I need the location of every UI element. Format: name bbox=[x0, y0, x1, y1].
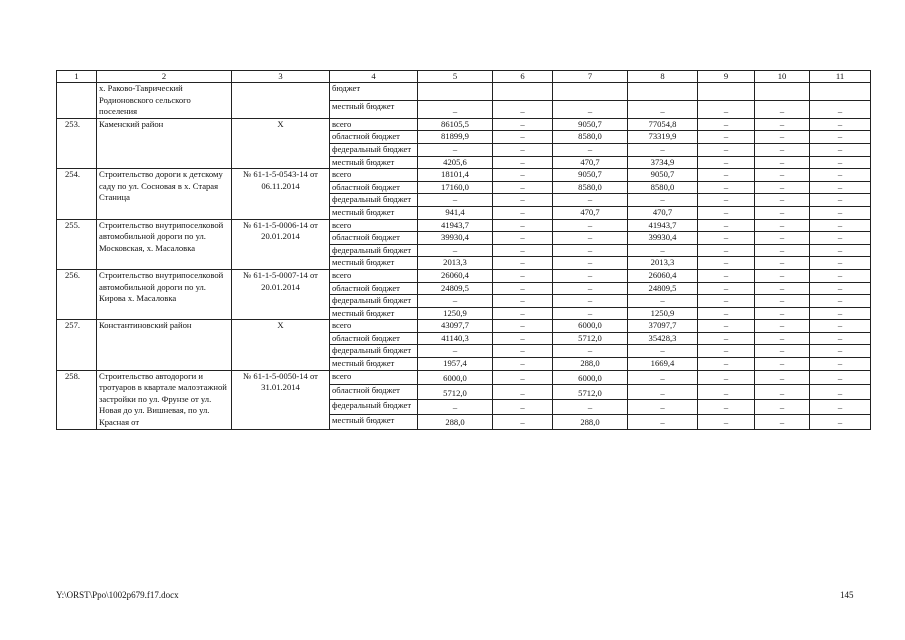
value-cell: – bbox=[810, 143, 871, 156]
value-cell: 288,0 bbox=[553, 414, 628, 429]
column-number-cell: 6 bbox=[493, 71, 553, 83]
value-cell: 941,4 bbox=[418, 206, 493, 219]
value-cell: 73319,9 bbox=[628, 131, 698, 144]
item-number-cell: 257. bbox=[57, 320, 97, 370]
value-cell: 81899,9 bbox=[418, 131, 493, 144]
funding-source-cell: областной бюджет bbox=[330, 181, 418, 194]
value-cell: – bbox=[628, 345, 698, 358]
value-cell: – bbox=[810, 169, 871, 182]
value-cell: – bbox=[418, 244, 493, 257]
value-cell: – bbox=[553, 143, 628, 156]
value-cell: – bbox=[553, 100, 628, 118]
value-cell: 9050,7 bbox=[553, 118, 628, 131]
value-cell: – bbox=[698, 118, 755, 131]
value-cell: – bbox=[698, 244, 755, 257]
value-cell: – bbox=[810, 257, 871, 270]
value-cell: – bbox=[755, 414, 810, 429]
funding-source-cell: федеральный бюджет bbox=[330, 143, 418, 156]
value-cell: – bbox=[755, 219, 810, 232]
value-cell bbox=[755, 83, 810, 101]
value-cell: – bbox=[810, 320, 871, 333]
value-cell: – bbox=[755, 156, 810, 169]
value-cell: – bbox=[698, 400, 755, 415]
value-cell: – bbox=[418, 100, 493, 118]
item-number-cell: 255. bbox=[57, 219, 97, 269]
value-cell: – bbox=[628, 385, 698, 400]
value-cell: – bbox=[810, 332, 871, 345]
value-cell: – bbox=[553, 269, 628, 282]
document-cell: № 61-1-5-0050-14 от 31.01.2014 bbox=[232, 370, 330, 429]
value-cell: – bbox=[755, 282, 810, 295]
value-cell: 77054,8 bbox=[628, 118, 698, 131]
value-cell: – bbox=[810, 118, 871, 131]
table-row bbox=[57, 83, 871, 101]
value-cell: 24809,5 bbox=[418, 282, 493, 295]
value-cell: – bbox=[755, 232, 810, 245]
column-number-cell: 7 bbox=[553, 71, 628, 83]
document-cell: № 61-1-5-0543-14 от 06.11.2014 bbox=[232, 169, 330, 219]
document-cell: X bbox=[232, 320, 330, 370]
value-cell: – bbox=[755, 400, 810, 415]
value-cell: 6000,0 bbox=[418, 370, 493, 385]
value-cell: – bbox=[755, 169, 810, 182]
funding-source-cell: областной бюджет bbox=[330, 385, 418, 400]
value-cell: 86105,5 bbox=[418, 118, 493, 131]
value-cell bbox=[810, 83, 871, 101]
value-cell: – bbox=[493, 414, 553, 429]
value-cell: 1250,9 bbox=[418, 307, 493, 320]
value-cell: 41140,3 bbox=[418, 332, 493, 345]
value-cell: 8580,0 bbox=[553, 181, 628, 194]
column-number-cell: 4 bbox=[330, 71, 418, 83]
funding-source-cell: местный бюджет bbox=[330, 257, 418, 270]
value-cell: – bbox=[418, 400, 493, 415]
value-cell: – bbox=[755, 257, 810, 270]
value-cell: – bbox=[553, 282, 628, 295]
value-cell: – bbox=[628, 295, 698, 308]
value-cell: – bbox=[553, 232, 628, 245]
value-cell: – bbox=[553, 244, 628, 257]
value-cell: 1957,4 bbox=[418, 358, 493, 371]
value-cell: – bbox=[810, 358, 871, 371]
value-cell: 39930,4 bbox=[628, 232, 698, 245]
value-cell: – bbox=[493, 295, 553, 308]
column-number-cell: 9 bbox=[698, 71, 755, 83]
value-cell: 39930,4 bbox=[418, 232, 493, 245]
value-cell: 1669,4 bbox=[628, 358, 698, 371]
value-cell: – bbox=[493, 345, 553, 358]
item-number-cell: 258. bbox=[57, 370, 97, 429]
column-number-cell: 2 bbox=[97, 71, 232, 83]
value-cell: – bbox=[493, 400, 553, 415]
value-cell: – bbox=[553, 257, 628, 270]
value-cell bbox=[698, 83, 755, 101]
value-cell bbox=[493, 83, 553, 101]
value-cell: 5712,0 bbox=[418, 385, 493, 400]
funding-source-cell: местный бюджет bbox=[330, 358, 418, 371]
item-number-cell: 254. bbox=[57, 169, 97, 219]
value-cell: – bbox=[698, 332, 755, 345]
value-cell: 8580,0 bbox=[553, 131, 628, 144]
page-number: 145 bbox=[840, 590, 854, 600]
value-cell: 2013,3 bbox=[418, 257, 493, 270]
value-cell: – bbox=[755, 131, 810, 144]
funding-source-cell: местный бюджет bbox=[330, 156, 418, 169]
value-cell: – bbox=[810, 414, 871, 429]
value-cell: – bbox=[628, 244, 698, 257]
value-cell: – bbox=[698, 307, 755, 320]
value-cell: – bbox=[493, 131, 553, 144]
document-cell: № 61-1-5-0007-14 от 20.01.2014 bbox=[232, 269, 330, 319]
value-cell: – bbox=[628, 194, 698, 207]
item-name-cell: х. Раково-Таврический Родионовского сельского поселения bbox=[97, 83, 232, 119]
value-cell: 5712,0 bbox=[553, 385, 628, 400]
value-cell: – bbox=[810, 345, 871, 358]
value-cell: 6000,0 bbox=[553, 320, 628, 333]
value-cell: – bbox=[810, 282, 871, 295]
value-cell: – bbox=[698, 295, 755, 308]
value-cell: 37097,7 bbox=[628, 320, 698, 333]
value-cell: – bbox=[698, 385, 755, 400]
value-cell: 8580,0 bbox=[628, 181, 698, 194]
value-cell: – bbox=[698, 320, 755, 333]
value-cell: 288,0 bbox=[553, 358, 628, 371]
value-cell: – bbox=[418, 194, 493, 207]
value-cell: – bbox=[493, 320, 553, 333]
value-cell: – bbox=[493, 307, 553, 320]
value-cell: 26060,4 bbox=[628, 269, 698, 282]
value-cell: – bbox=[810, 131, 871, 144]
value-cell: 3734,9 bbox=[628, 156, 698, 169]
value-cell: – bbox=[755, 320, 810, 333]
value-cell: – bbox=[493, 206, 553, 219]
table-row bbox=[57, 269, 871, 282]
funding-source-cell: федеральный бюджет bbox=[330, 400, 418, 415]
value-cell: – bbox=[698, 156, 755, 169]
value-cell: 470,7 bbox=[628, 206, 698, 219]
value-cell: – bbox=[698, 131, 755, 144]
funding-source-cell: всего bbox=[330, 118, 418, 131]
value-cell: 24809,5 bbox=[628, 282, 698, 295]
value-cell: 35428,3 bbox=[628, 332, 698, 345]
item-number-cell bbox=[57, 83, 97, 119]
value-cell: – bbox=[628, 143, 698, 156]
value-cell: 470,7 bbox=[553, 156, 628, 169]
value-cell: – bbox=[493, 169, 553, 182]
funding-source-cell: местный бюджет bbox=[330, 414, 418, 429]
value-cell: – bbox=[810, 181, 871, 194]
table-row bbox=[57, 118, 871, 131]
item-name-cell: Каменский район bbox=[97, 118, 232, 168]
value-cell: – bbox=[755, 100, 810, 118]
value-cell: – bbox=[493, 194, 553, 207]
value-cell: – bbox=[755, 194, 810, 207]
value-cell: – bbox=[628, 370, 698, 385]
value-cell: 43097,7 bbox=[418, 320, 493, 333]
table-row bbox=[57, 370, 871, 385]
column-number-cell: 3 bbox=[232, 71, 330, 83]
table-row bbox=[57, 169, 871, 182]
value-cell: – bbox=[810, 194, 871, 207]
value-cell: – bbox=[553, 219, 628, 232]
value-cell: – bbox=[810, 370, 871, 385]
value-cell: – bbox=[755, 244, 810, 257]
item-name-cell: Строительство автодороги и тротуаров в квартале малоэтажной застройки по ул. Фрунзе от ул. Новая до ул. Вишневая, по ул. Красная от bbox=[97, 370, 232, 429]
value-cell: 5712,0 bbox=[553, 332, 628, 345]
funding-source-cell: всего bbox=[330, 370, 418, 385]
value-cell: – bbox=[493, 282, 553, 295]
value-cell: – bbox=[628, 400, 698, 415]
funding-source-cell: местный бюджет bbox=[330, 307, 418, 320]
funding-source-cell: областной бюджет bbox=[330, 332, 418, 345]
item-name-cell: Строительство дороги к детскому саду по ул. Сосновая в х. Старая Станица bbox=[97, 169, 232, 219]
value-cell: – bbox=[698, 169, 755, 182]
item-name-cell: Строительство внутрипоселковой автомобильной дороги по ул. Московская, х. Масаловка bbox=[97, 219, 232, 269]
value-cell bbox=[418, 83, 493, 101]
value-cell: – bbox=[493, 257, 553, 270]
budget-table bbox=[56, 70, 871, 430]
funding-source-cell: всего bbox=[330, 320, 418, 333]
funding-source-cell: областной бюджет bbox=[330, 232, 418, 245]
value-cell: – bbox=[755, 181, 810, 194]
value-cell: – bbox=[810, 244, 871, 257]
value-cell: – bbox=[698, 100, 755, 118]
value-cell: – bbox=[810, 206, 871, 219]
value-cell: – bbox=[810, 100, 871, 118]
value-cell: – bbox=[755, 332, 810, 345]
funding-source-cell: федеральный бюджет bbox=[330, 295, 418, 308]
funding-source-cell: федеральный бюджет bbox=[330, 194, 418, 207]
funding-source-cell: федеральный бюджет bbox=[330, 345, 418, 358]
value-cell: – bbox=[698, 345, 755, 358]
value-cell: – bbox=[493, 370, 553, 385]
value-cell: – bbox=[698, 257, 755, 270]
value-cell: – bbox=[418, 143, 493, 156]
funding-source-cell: областной бюджет bbox=[330, 282, 418, 295]
value-cell: – bbox=[493, 244, 553, 257]
value-cell: – bbox=[810, 307, 871, 320]
value-cell: – bbox=[755, 269, 810, 282]
value-cell: – bbox=[493, 181, 553, 194]
value-cell: – bbox=[493, 385, 553, 400]
value-cell: – bbox=[755, 307, 810, 320]
value-cell: 26060,4 bbox=[418, 269, 493, 282]
value-cell: 2013,3 bbox=[628, 257, 698, 270]
value-cell: – bbox=[810, 400, 871, 415]
value-cell: – bbox=[755, 118, 810, 131]
value-cell: – bbox=[810, 295, 871, 308]
item-name-cell: Константиновский район bbox=[97, 320, 232, 370]
funding-source-cell: местный бюджет bbox=[330, 206, 418, 219]
value-cell: 4205,6 bbox=[418, 156, 493, 169]
value-cell: – bbox=[553, 307, 628, 320]
value-cell: – bbox=[698, 143, 755, 156]
value-cell: – bbox=[553, 345, 628, 358]
column-number-cell: 10 bbox=[755, 71, 810, 83]
value-cell: – bbox=[755, 358, 810, 371]
value-cell bbox=[628, 83, 698, 101]
value-cell: – bbox=[698, 206, 755, 219]
value-cell: – bbox=[755, 295, 810, 308]
column-number-cell: 5 bbox=[418, 71, 493, 83]
value-cell: 9050,7 bbox=[553, 169, 628, 182]
value-cell: – bbox=[493, 156, 553, 169]
value-cell: – bbox=[493, 143, 553, 156]
value-cell: – bbox=[810, 156, 871, 169]
value-cell: – bbox=[698, 414, 755, 429]
value-cell: 9050,7 bbox=[628, 169, 698, 182]
value-cell: – bbox=[553, 400, 628, 415]
value-cell: – bbox=[810, 219, 871, 232]
value-cell: – bbox=[698, 194, 755, 207]
value-cell: – bbox=[418, 345, 493, 358]
value-cell: – bbox=[810, 232, 871, 245]
value-cell: – bbox=[755, 143, 810, 156]
funding-source-cell: бюджет bbox=[330, 83, 418, 101]
file-path-footer: Y:\ORST\Ppo\1002p679.f17.docx bbox=[56, 590, 179, 600]
value-cell: – bbox=[493, 358, 553, 371]
value-cell: – bbox=[755, 345, 810, 358]
funding-source-cell: всего bbox=[330, 219, 418, 232]
value-cell: – bbox=[628, 100, 698, 118]
value-cell: – bbox=[628, 414, 698, 429]
value-cell: – bbox=[493, 332, 553, 345]
value-cell: – bbox=[698, 219, 755, 232]
funding-source-cell: областной бюджет bbox=[330, 131, 418, 144]
value-cell: – bbox=[755, 385, 810, 400]
value-cell: – bbox=[810, 269, 871, 282]
value-cell: 17160,0 bbox=[418, 181, 493, 194]
table-row bbox=[57, 320, 871, 333]
value-cell: – bbox=[698, 232, 755, 245]
funding-source-cell: федеральный бюджет bbox=[330, 244, 418, 257]
value-cell: – bbox=[493, 232, 553, 245]
value-cell: – bbox=[810, 385, 871, 400]
value-cell: 41943,7 bbox=[418, 219, 493, 232]
value-cell: – bbox=[493, 269, 553, 282]
column-number-row bbox=[57, 71, 871, 83]
value-cell: 288,0 bbox=[418, 414, 493, 429]
value-cell: – bbox=[698, 370, 755, 385]
value-cell: – bbox=[755, 206, 810, 219]
table-row bbox=[57, 219, 871, 232]
value-cell: 470,7 bbox=[553, 206, 628, 219]
item-number-cell: 253. bbox=[57, 118, 97, 168]
value-cell: – bbox=[493, 219, 553, 232]
value-cell: – bbox=[698, 282, 755, 295]
value-cell: – bbox=[553, 194, 628, 207]
column-number-cell: 8 bbox=[628, 71, 698, 83]
value-cell: – bbox=[493, 100, 553, 118]
funding-source-cell: всего bbox=[330, 169, 418, 182]
value-cell: 41943,7 bbox=[628, 219, 698, 232]
value-cell: – bbox=[493, 118, 553, 131]
document-cell bbox=[232, 83, 330, 119]
funding-source-cell: всего bbox=[330, 269, 418, 282]
value-cell: – bbox=[698, 269, 755, 282]
column-number-cell: 11 bbox=[810, 71, 871, 83]
value-cell: – bbox=[755, 370, 810, 385]
budget-table-sheet bbox=[56, 70, 870, 430]
item-number-cell: 256. bbox=[57, 269, 97, 319]
value-cell: 1250,9 bbox=[628, 307, 698, 320]
value-cell bbox=[553, 83, 628, 101]
value-cell: – bbox=[553, 295, 628, 308]
document-cell: № 61-1-5-0006-14 от 20.01.2014 bbox=[232, 219, 330, 269]
value-cell: – bbox=[418, 295, 493, 308]
value-cell: 18101,4 bbox=[418, 169, 493, 182]
value-cell: – bbox=[698, 358, 755, 371]
item-name-cell: Строительство внутрипоселковой автомобильной дороги по ул. Кирова х. Масаловка bbox=[97, 269, 232, 319]
column-number-cell: 1 bbox=[57, 71, 97, 83]
document-cell: X bbox=[232, 118, 330, 168]
value-cell: – bbox=[698, 181, 755, 194]
funding-source-cell: местный бюджет bbox=[330, 100, 418, 118]
value-cell: 6000,0 bbox=[553, 370, 628, 385]
